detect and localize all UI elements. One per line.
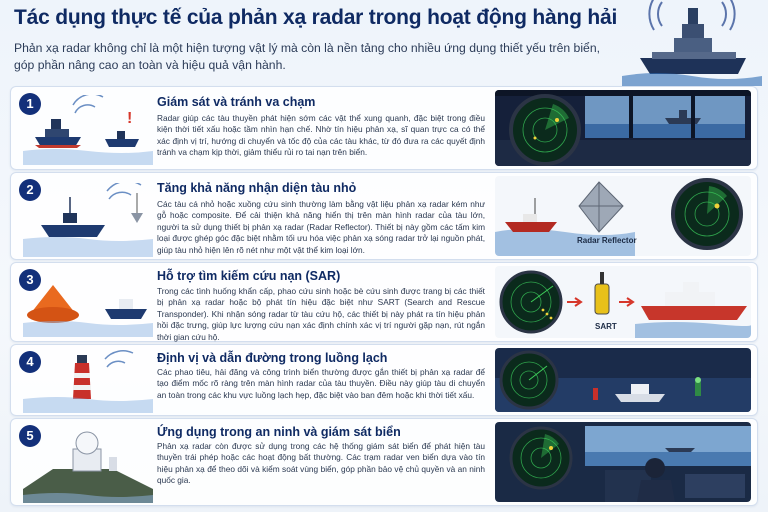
section-navigation-channels [10,344,758,416]
section-text: Trong các tình huống khẩn cấp, phao cứu sinh hoặc bè cứu sinh được trang bị các thiết bị phản xạ radar hoặc bộ phát tín hiệu đặc biệt như SART (Search and Rescue Transponder). Khi nhận sóng radar từ tàu cứu hộ, các thiết bị này phát ra tín hiệu phản hồi đặc trưng, giúp lực lượng cứu nạn xác định chính xác vị trí người gặp nạn, rút ngắn thời gian cứu hộ. [157,286,485,342]
coastal-radar-station-illustration [23,429,153,508]
sart-process-panel [495,266,751,338]
section-search-and-rescue [10,262,758,342]
section-text: Các tàu cá nhỏ hoặc xuồng cứu sinh thường làm bằng vật liệu phản xạ radar kém như gỗ hoặc composite. Để cải thiện khả năng hiển thị trên màn hình radar của tàu lớn, người ta sử dụng thiết bị phản xạ radar (Radar Reflector). Thiết bị này gồm các tấm kim loại được ghép góc đặc biệt nhằm tối ưu hóa việc phản xạ sóng radar trở lại nguồn phát, giúp tàu nhỏ hiện lên rõ nét như một vật thể kim loại lớn. [157,199,485,255]
section-number: 5 [19,425,41,447]
page-subtitle: Phản xạ radar không chỉ là một hiện tượng vật lý mà còn là nền tảng cho nhiều ứng dụng thiết yếu trên biển, góp phần nâng cao an toàn và hiệu quả vận hành. [14,41,600,72]
section-text: Radar giúp các tàu thuyền phát hiện sớm các vật thể xung quanh, đặc biệt trong điều kiện thời tiết xấu hoặc tầm nhìn hạn chế. Nhờ tín hiệu phản xạ, sĩ quan trực ca có thể xác định vị trí, hướng di chuyển và tốc độ của các tàu khác, từ đó đưa ra các quyết định tránh va chạm kịp thời, giảm thiểu rủi ro tai nạn trên biển. [157,113,485,158]
section-title: Tăng khả năng nhận diện tàu nhỏ [157,181,357,195]
section-number: 4 [19,351,41,373]
section-number: 3 [19,269,41,291]
section-title: Ứng dụng trong an ninh và giám sát biển [157,425,401,439]
page-title: Tác dụng thực tế của phản xạ radar trong hoạt động hàng hải [14,6,618,29]
sart-label: SART [595,322,617,331]
section-text: Các phao tiêu, hải đăng và công trình biển thường được gắn thiết bị phản xạ radar để tạo điểm mốc rõ ràng trên màn hình radar của tàu thuyền. Điều này giúp tàu di chuyển an toàn trong các khu vực luồng lạch hẹp, đặc biệt vào ban đêm hoặc khi thời tiết xấu. [157,367,485,400]
section-title: Giám sát và tránh va chạm [157,95,316,109]
section-collision-avoidance [10,86,758,170]
radar-reflector-label: Radar Reflector [577,236,637,245]
ships-radar-waves-illustration [23,95,153,170]
section-maritime-security [10,418,758,506]
lighthouse-buoy-illustration [23,349,153,418]
section-title: Định vị và dẫn đường trong luồng lạch [157,351,388,365]
section-small-vessel-detection [10,172,758,260]
liferaft-rescue-ship-illustration [23,271,153,342]
svg-text:!: ! [127,110,133,127]
header [14,6,634,86]
bridge-radar-photo [495,90,751,166]
night-channel-photo [495,348,751,412]
section-text: Phản xạ radar còn được sử dụng trong các hệ thống giám sát biển để phát hiện tàu thuyền trái phép hoặc các hoạt động bất thường. Các trạm radar ven biển dựa vào tín hiệu phản xạ để theo dõi và kiểm soát vùng biển, góp phần bảo vệ chủ quyền và an ninh quốc gia. [157,441,485,486]
section-number: 1 [19,93,41,115]
reflector-comparison-panel [495,176,751,256]
monitoring-center-photo [495,422,751,502]
section-number: 2 [19,179,41,201]
warship-radar-illustration [622,0,762,86]
section-title: Hỗ trợ tìm kiếm cứu nạn (SAR) [157,269,341,283]
fishing-boat-reflector-illustration [23,183,153,262]
